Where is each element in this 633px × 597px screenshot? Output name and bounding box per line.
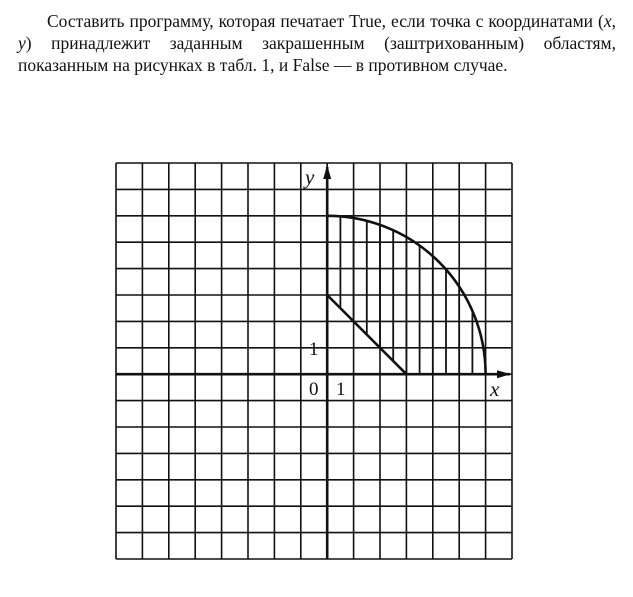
origin-label: 0 [309,379,319,400]
separator: , [611,11,616,31]
y-variable: y [18,33,26,53]
y-axis-label: y [305,165,315,189]
grid-lines [116,163,512,559]
y-tick-1: 1 [309,339,319,360]
x-tick-1: 1 [336,379,346,400]
task-text-part2: ) принадлежит заданным закрашенным (заштрихованным) областям, показанным на рисунках в табл. 1, и False — в противном случае. [18,33,616,75]
task-text-part1: Составить программу, которая печатает True, если точка с координатами ( [47,11,604,31]
x-axis-label: x [490,377,500,401]
axes [116,165,511,559]
x-variable: x [603,11,612,31]
